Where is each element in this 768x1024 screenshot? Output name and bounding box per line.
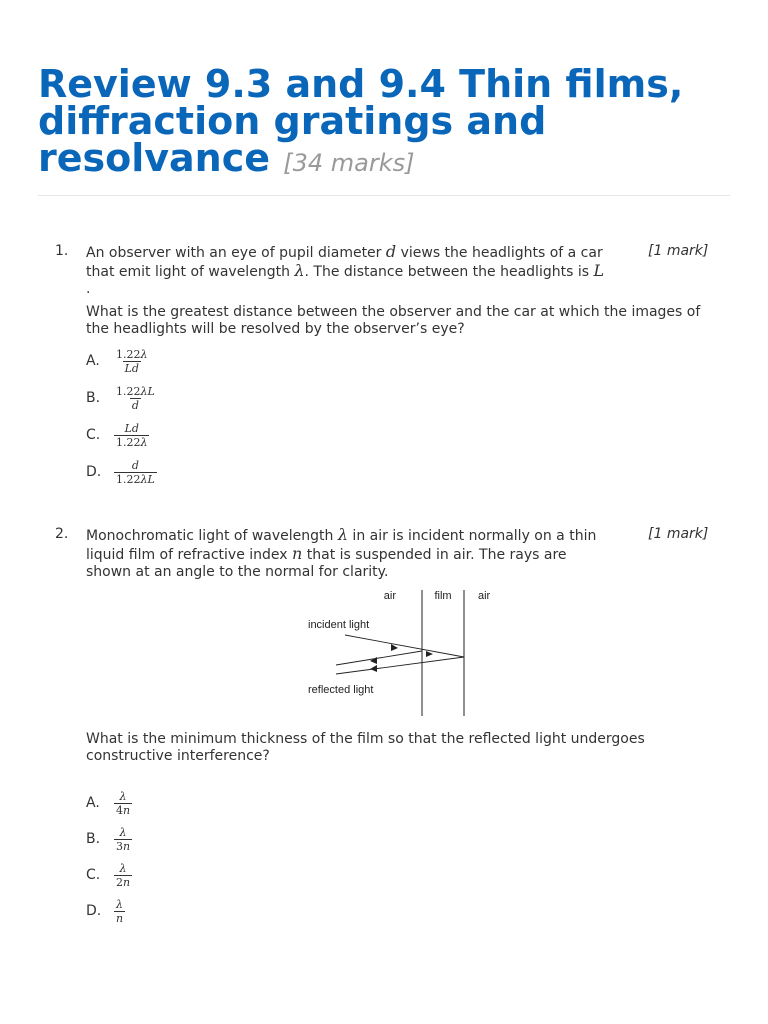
var-lambda: λ: [294, 261, 305, 280]
fraction-numerator: 1.22λ: [116, 347, 148, 361]
option-d[interactable]: [86, 896, 125, 926]
fraction-denominator: 1.22λ: [116, 435, 148, 449]
option-fraction: [114, 459, 157, 486]
fraction-denominator: 2n: [116, 875, 131, 889]
arrow-icon: [426, 651, 433, 657]
stem-text: in air is incident normally on a thin: [347, 528, 597, 544]
option-fraction: [114, 826, 132, 853]
var-d: d: [385, 242, 397, 261]
option-label: A.: [86, 795, 100, 811]
fraction-numerator: λ: [119, 789, 127, 803]
option-fraction: [114, 862, 132, 889]
var-n: n: [292, 544, 303, 563]
option-label: D.: [86, 903, 102, 919]
question-number: 1.: [55, 243, 69, 259]
option-fraction: [114, 790, 132, 817]
stem-text: liquid film of refractive index: [86, 547, 288, 563]
option-c[interactable]: [86, 860, 132, 890]
stem-text: that is suspended in air. The rays are: [302, 547, 567, 563]
label-air-left: air: [383, 590, 396, 602]
arrow-icon: [370, 665, 377, 672]
title-text: Review 9.3 and 9.4 Thin films, diffraction gratings and resolvance: [38, 62, 684, 180]
option-label: B.: [86, 390, 101, 406]
reflected-ray-front: [336, 651, 422, 665]
total-marks: [34 marks]: [283, 149, 415, 177]
stem-text: Monochromatic light of wavelength: [86, 528, 334, 544]
fraction-numerator: λ: [119, 825, 127, 839]
question-number: 2.: [55, 526, 69, 542]
label-air-right: air: [478, 590, 491, 602]
option-label: C.: [86, 867, 101, 883]
question-stem: [86, 526, 636, 581]
option-b[interactable]: [86, 824, 132, 854]
stem-text: .: [86, 281, 91, 297]
stem-text: . The distance between the headlights is: [304, 264, 590, 280]
fraction-numerator: λ: [116, 897, 124, 911]
option-fraction: [114, 422, 149, 449]
fraction-denominator: 4n: [116, 803, 131, 817]
option-label: A.: [86, 353, 100, 369]
option-d[interactable]: [86, 457, 157, 487]
stem-text: that emit light of wavelength: [86, 264, 290, 280]
fraction-denominator: d: [131, 398, 139, 412]
option-label: C.: [86, 427, 101, 443]
option-a[interactable]: [86, 346, 149, 376]
fraction-numerator: Ld: [124, 421, 139, 435]
fraction-numerator: λ: [119, 861, 127, 875]
option-b[interactable]: [86, 383, 157, 413]
option-label: D.: [86, 464, 102, 480]
var-L: L: [593, 261, 605, 280]
fraction-denominator: Ld: [124, 361, 139, 375]
thin-film-diagram: [300, 585, 500, 720]
question-marks: [1 mark]: [648, 243, 709, 259]
stem-text: shown at an angle to the normal for clarity.: [86, 564, 389, 580]
stem-text: views the headlights of a car: [396, 245, 603, 261]
option-a[interactable]: [86, 788, 132, 818]
option-fraction: [114, 898, 125, 925]
fraction-denominator: 1.22λL: [116, 472, 155, 486]
question-marks: [1 mark]: [648, 526, 709, 542]
page-title: [38, 62, 738, 182]
fraction-numerator: d: [131, 458, 139, 472]
question-prompt: What is the minimum thickness of the film so that the reflected light undergoes constructive interference?: [86, 731, 645, 764]
question-prompt: What is the greatest distance between the observer and the car at which the images of the headlights will be resolved by the observer’s eye?: [86, 304, 701, 337]
fraction-denominator: 3n: [116, 839, 131, 853]
var-lambda: λ: [337, 525, 348, 544]
label-film: film: [434, 590, 452, 602]
fraction-numerator: 1.22λL: [116, 384, 155, 398]
option-fraction: [114, 385, 157, 412]
stem-text: An observer with an eye of pupil diameter: [86, 245, 382, 261]
reflected-ray-back: [336, 657, 464, 674]
label-reflected-light: reflected light: [308, 684, 374, 696]
option-fraction: [114, 348, 149, 375]
option-c[interactable]: [86, 420, 149, 450]
title-divider: [38, 195, 730, 196]
question-stem: [86, 243, 636, 298]
arrow-icon: [370, 657, 377, 664]
label-incident-light: incident light: [308, 619, 370, 631]
option-label: B.: [86, 831, 101, 847]
fraction-denominator: n: [116, 911, 124, 925]
